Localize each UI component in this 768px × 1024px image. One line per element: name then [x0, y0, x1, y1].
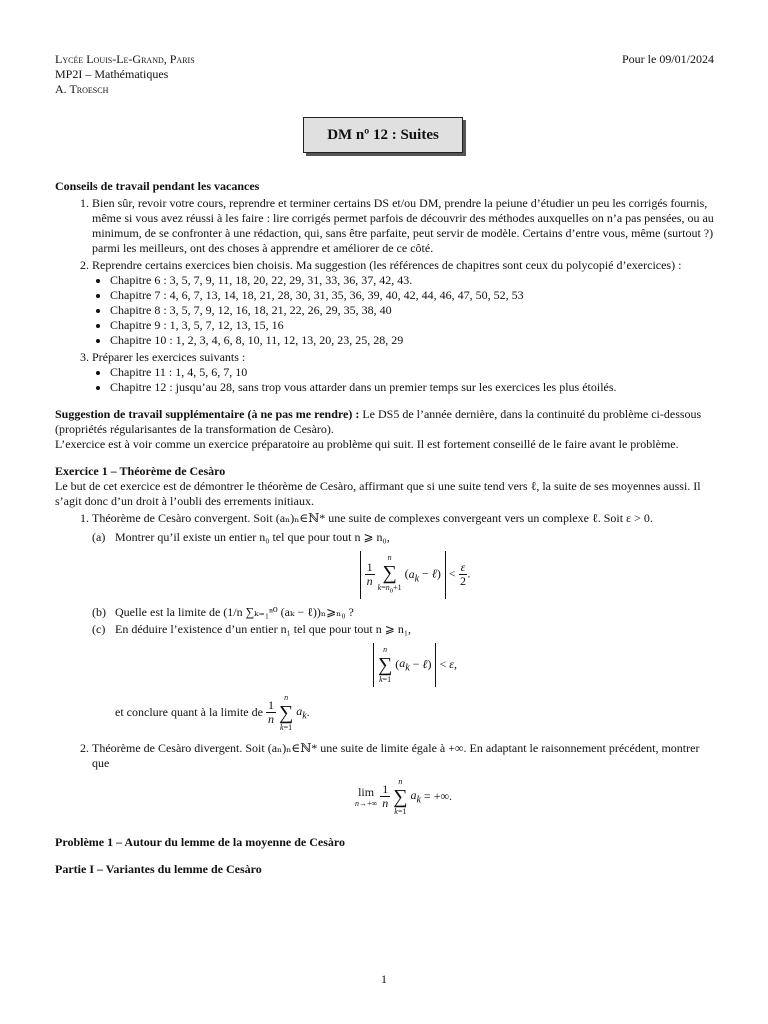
- conseil-text-1: Bien sûr, revoir votre cours, reprendre et terminer certains DS et/ou DM, prendre la peiune d’étudier un peu les corrigés fournis, même si vous avez réussi à les faire : lire corrigés permet parfois de découvrir des méthodes auxquelles on n’a pas pensées, ou au minimum, de se confronter à une rédaction, qui, sans être parfaite, peut servir de modèle. Certains d’entre vous, même (surtout ?) parmi les meilleurs, ont des choses à apprendre et améliorer de ce côté.: [92, 196, 714, 255]
- document-body: [55, 179, 715, 877]
- probleme-heading: Problème 1 – Autour du lemme de la moyenne de Cesàro: [55, 834, 345, 849]
- document-header: [55, 52, 195, 97]
- chapter-item: • Chapitre 7 : 4, 6, 7, 13, 14, 18, 21, 28, 30, 31, 35, 36, 39, 40, 42, 44, 46, 47, 50, 52, 53: [110, 288, 715, 303]
- prepare-list: [92, 365, 715, 395]
- conseils-list: [55, 196, 715, 395]
- subquestion-c: (c) En déduire l’existence d’un entier n₁ tel que pour tout n ⩾ n₁, n ∑ k=1 ($a_k$ − ℓ) < ε,: [92, 622, 715, 687]
- teacher-name: A. Troesch: [55, 82, 109, 96]
- suggestion-heading: Suggestion de travail supplémentaire (à ne pas me rendre) :: [55, 407, 360, 421]
- conseil-item-3: [92, 350, 715, 395]
- school-name: Lycée Louis-Le-Grand, Paris: [55, 52, 195, 66]
- subquestion-a: (a) Montrer qu’il existe un entier n₀ tel que pour tout n ⩾ n₀, $\frac{1}{n}$ n ∑ $k=n_0+1$ ($a_k$ − ℓ) < $\frac{\varepsilon}{2}$ .: [92, 530, 715, 599]
- question-2-text: Théorème de Cesàro divergent. Soit (aₙ)ₙ∈ℕ* une suite de limite égale à +∞. En adaptant le raisonnement précédent, montrer que: [92, 740, 700, 770]
- question-2: [92, 741, 715, 817]
- equation-2: lim n→+∞ $\frac{1}{n}$ n ∑ k=1 $a_k$ = +∞.: [354, 776, 453, 816]
- question-1-subparts: [92, 530, 715, 687]
- conseil-text-3: Préparer les exercices suivants :: [92, 350, 246, 364]
- subquestion-c-text: En déduire l’existence d’un entier n₁ tel que pour tout n ⩾ n₁,: [115, 621, 412, 636]
- suggestion-text-2: L’exercice est à voir comme un exercice préparatoire au problème qui suit. Il est fortement conseillé de le faire avant le problème.: [55, 437, 679, 451]
- class-name: MP2I – Mathématiques: [55, 67, 169, 81]
- conseil-text-2: Reprendre certains exercices bien choisis. Ma suggestion (les références de chapitres sont ceux du polycopié d’exercices) :: [92, 258, 682, 272]
- due-date: Pour le 09/01/2024: [622, 52, 714, 66]
- question-1-text: Théorème de Cesàro convergent. Soit (aₙ)ₙ∈ℕ* une suite de complexes convergeant vers un complexe ℓ. Soit ε > 0.: [92, 511, 653, 525]
- suggestion-paragraph: [55, 407, 715, 437]
- partie-heading: Partie I – Variantes du lemme de Cesàro: [55, 861, 262, 876]
- conseil-item-2: [92, 258, 715, 348]
- subquestion-b: (b) Quelle est la limite de (1/n ∑ₖ₌₁ⁿ⁰ (aₖ − ℓ))ₙ⩾ₙ₀ ?: [92, 604, 354, 619]
- conclusion-text: et conclure quant à la limite de: [115, 704, 263, 719]
- conseils-heading: Conseils de travail pendant les vacances: [55, 179, 260, 193]
- chapter-item: • Chapitre 8 : 3, 5, 7, 9, 12, 16, 18, 21, 22, 26, 29, 35, 38, 40: [110, 303, 715, 318]
- prepare-item: • Chapitre 12 : jusqu’au 28, sans trop vous attarder dans un premier temps sur les exercices les plus étoilés.: [110, 380, 715, 395]
- page-number: 1: [381, 972, 387, 986]
- chapter-item: • Chapitre 6 : 3, 5, 7, 9, 11, 18, 20, 22, 29, 31, 33, 36, 37, 42, 43.: [110, 273, 715, 288]
- page-title: DM nº 12 : Suites: [303, 117, 463, 153]
- equation-a: $\frac{1}{n}$ n ∑ $k=n_0+1$ ($a_k$ − ℓ) < $\frac{\varepsilon}{2}$ .: [115, 551, 715, 599]
- chapter-list: [92, 273, 715, 348]
- exercice-heading: Exercice 1 – Théorème de Cesàro: [55, 464, 226, 478]
- exercice-intro: Le but de cet exercice est de démontrer le théorème de Cesàro, affirmant que si une suite tend vers ℓ, la suite de ses moyennes aussi. Il s’agit donc d’un droit à l’oubli des errements initiaux.: [55, 479, 701, 508]
- subquestion-a-text: Montrer qu’il existe un entier n₀ tel que pour tout n ⩾ n₀,: [115, 530, 390, 544]
- chapter-item: • Chapitre 9 : 1, 3, 5, 7, 12, 13, 15, 16: [110, 318, 715, 333]
- question-1: [92, 511, 715, 733]
- equation-c: n ∑ k=1 ($a_k$ − ℓ) < ε,: [115, 643, 715, 687]
- conclusion-line: et conclure quant à la limite de $\frac{1}{n}$ n ∑ k=1 $a_k$.: [115, 692, 310, 732]
- suggestion-text: Le DS5 de l’année dernière, dans la continuité du problème ci-dessous (propriétés régularisantes de la transformation de Cesàro).: [55, 407, 702, 436]
- prepare-item: • Chapitre 11 : 1, 4, 5, 6, 7, 10: [110, 365, 715, 380]
- exercice-questions: [55, 511, 715, 817]
- subquestion-b-text: Quelle est la limite de (1/n ∑ₖ₌₁ⁿ⁰ (aₖ − ℓ))ₙ⩾ₙ₀ ?: [115, 604, 354, 619]
- chapter-item: • Chapitre 10 : 1, 2, 3, 4, 6, 8, 10, 11, 12, 13, 20, 23, 25, 28, 29: [110, 333, 715, 348]
- conseil-item-1: [92, 196, 715, 256]
